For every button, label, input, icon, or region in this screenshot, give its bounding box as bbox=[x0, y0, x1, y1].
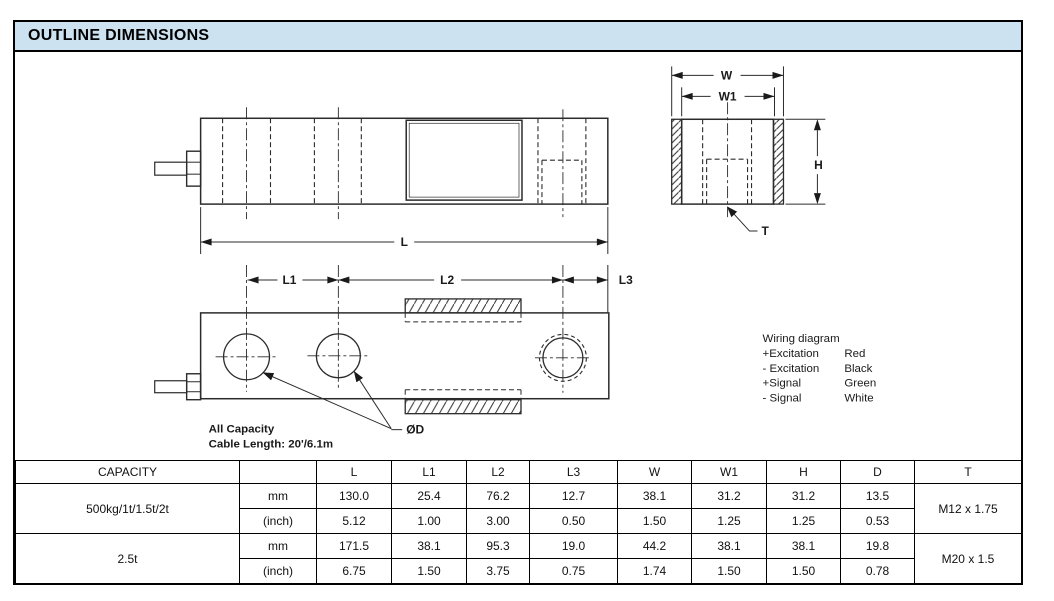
value-cell: 0.50 bbox=[530, 509, 618, 534]
value-cell: 6.75 bbox=[317, 559, 392, 584]
col-header-w: W bbox=[618, 461, 692, 484]
value-cell: 38.1 bbox=[767, 534, 841, 559]
col-header-w1: W1 bbox=[692, 461, 767, 484]
dim-label-l1: L1 bbox=[282, 272, 297, 287]
value-cell: 0.78 bbox=[841, 559, 915, 584]
value-cell: 130.0 bbox=[317, 484, 392, 509]
dim-L1-L2-L3 bbox=[248, 276, 608, 283]
table-header-row bbox=[16, 461, 1022, 484]
top-view-centerlines bbox=[216, 265, 591, 393]
capacity-note bbox=[209, 424, 333, 451]
dim-label-d: ØD bbox=[406, 422, 425, 437]
col-header-capacity: CAPACITY bbox=[16, 461, 240, 484]
thread-leader bbox=[728, 207, 758, 231]
value-cell: 1.50 bbox=[692, 559, 767, 584]
end-view-hidden-lines bbox=[703, 119, 752, 204]
page-title: OUTLINE DIMENSIONS bbox=[28, 27, 210, 44]
value-cell: 95.3 bbox=[467, 534, 530, 559]
value-cell: 0.53 bbox=[841, 509, 915, 534]
value-cell: 1.00 bbox=[392, 509, 467, 534]
value-cell: 38.1 bbox=[392, 534, 467, 559]
value-cell: 25.4 bbox=[392, 484, 467, 509]
dim-label-t: T bbox=[761, 224, 769, 239]
value-cell: 31.2 bbox=[692, 484, 767, 509]
top-view-body bbox=[201, 313, 609, 399]
value-cell: 44.2 bbox=[618, 534, 692, 559]
capacity-note-line2: Cable Length: 20'/6.1m bbox=[208, 438, 334, 451]
capacity-note-line1: All Capacity bbox=[208, 423, 275, 436]
weld-strip-bottom bbox=[405, 390, 521, 414]
col-header-l1: L1 bbox=[392, 461, 467, 484]
value-cell: 171.5 bbox=[317, 534, 392, 559]
dim-label-w1: W1 bbox=[718, 89, 737, 104]
value-cell: 5.12 bbox=[317, 509, 392, 534]
value-cell: 1.50 bbox=[767, 559, 841, 584]
cable-gland-side bbox=[155, 151, 201, 186]
table-row bbox=[16, 534, 1022, 559]
value-cell: 38.1 bbox=[692, 534, 767, 559]
col-header-l3: L3 bbox=[530, 461, 618, 484]
value-cell: 1.50 bbox=[392, 559, 467, 584]
thread-cell: M20 x 1.5 bbox=[915, 534, 1022, 584]
col-header-unit bbox=[240, 461, 317, 484]
wiring-row-label: +Excitation bbox=[762, 347, 819, 360]
end-view-plate-left bbox=[672, 119, 682, 204]
wiring-row-label: - Excitation bbox=[762, 362, 820, 375]
unit-cell: (inch) bbox=[240, 559, 317, 584]
value-cell: 38.1 bbox=[618, 484, 692, 509]
end-view bbox=[672, 66, 826, 238]
diameter-leader bbox=[264, 372, 403, 430]
value-cell: 3.75 bbox=[467, 559, 530, 584]
col-header-t: T bbox=[915, 461, 1022, 484]
wiring-row-label: +Signal bbox=[762, 377, 802, 390]
value-cell: 1.25 bbox=[767, 509, 841, 534]
value-cell: 3.00 bbox=[467, 509, 530, 534]
side-view-centerlines bbox=[247, 107, 563, 219]
value-cell: 13.5 bbox=[841, 484, 915, 509]
wiring-diagram bbox=[763, 333, 877, 405]
weld-strip-top bbox=[405, 299, 521, 322]
side-view bbox=[155, 107, 608, 254]
dimensions-table bbox=[15, 460, 1022, 584]
dim-label-h: H bbox=[814, 158, 823, 173]
dim-label-w: W bbox=[720, 68, 733, 83]
unit-cell: (inch) bbox=[240, 509, 317, 534]
table-row bbox=[16, 484, 1022, 509]
value-cell: 0.75 bbox=[530, 559, 618, 584]
col-header-l2: L2 bbox=[467, 461, 530, 484]
unit-cell: mm bbox=[240, 534, 317, 559]
dim-label-l: L bbox=[400, 235, 408, 250]
wiring-row-color: White bbox=[844, 392, 874, 405]
value-cell: 1.74 bbox=[618, 559, 692, 584]
wiring-row-label: - Signal bbox=[762, 392, 802, 405]
value-cell: 31.2 bbox=[767, 484, 841, 509]
value-cell: 19.8 bbox=[841, 534, 915, 559]
value-cell: 19.0 bbox=[530, 534, 618, 559]
dim-label-l3: L3 bbox=[618, 272, 633, 287]
value-cell: 12.7 bbox=[530, 484, 618, 509]
cover-plate bbox=[406, 120, 522, 200]
end-view-plate-right bbox=[773, 119, 783, 204]
value-cell: 1.25 bbox=[692, 509, 767, 534]
col-header-l: L bbox=[317, 461, 392, 484]
top-view bbox=[155, 265, 633, 451]
wiring-row-color: Black bbox=[844, 362, 873, 375]
value-cell: 1.50 bbox=[618, 509, 692, 534]
content-box bbox=[13, 20, 1023, 585]
wiring-row-color: Green bbox=[844, 377, 877, 390]
col-header-d: D bbox=[841, 461, 915, 484]
wiring-title: Wiring diagram bbox=[762, 332, 840, 345]
capacity-cell: 2.5t bbox=[16, 534, 240, 584]
section-header bbox=[15, 22, 1021, 52]
thread-cell: M12 x 1.75 bbox=[915, 484, 1022, 534]
side-view-hidden-lines bbox=[223, 118, 586, 204]
side-view-body bbox=[201, 118, 608, 204]
value-cell: 76.2 bbox=[467, 484, 530, 509]
dim-label-l2: L2 bbox=[440, 272, 455, 287]
col-header-h: H bbox=[767, 461, 841, 484]
wiring-row-color: Red bbox=[844, 347, 866, 360]
outline-drawing bbox=[15, 52, 1021, 460]
unit-cell: mm bbox=[240, 484, 317, 509]
capacity-cell: 500kg/1t/1.5t/2t bbox=[16, 484, 240, 534]
cable-gland-top bbox=[155, 374, 201, 400]
